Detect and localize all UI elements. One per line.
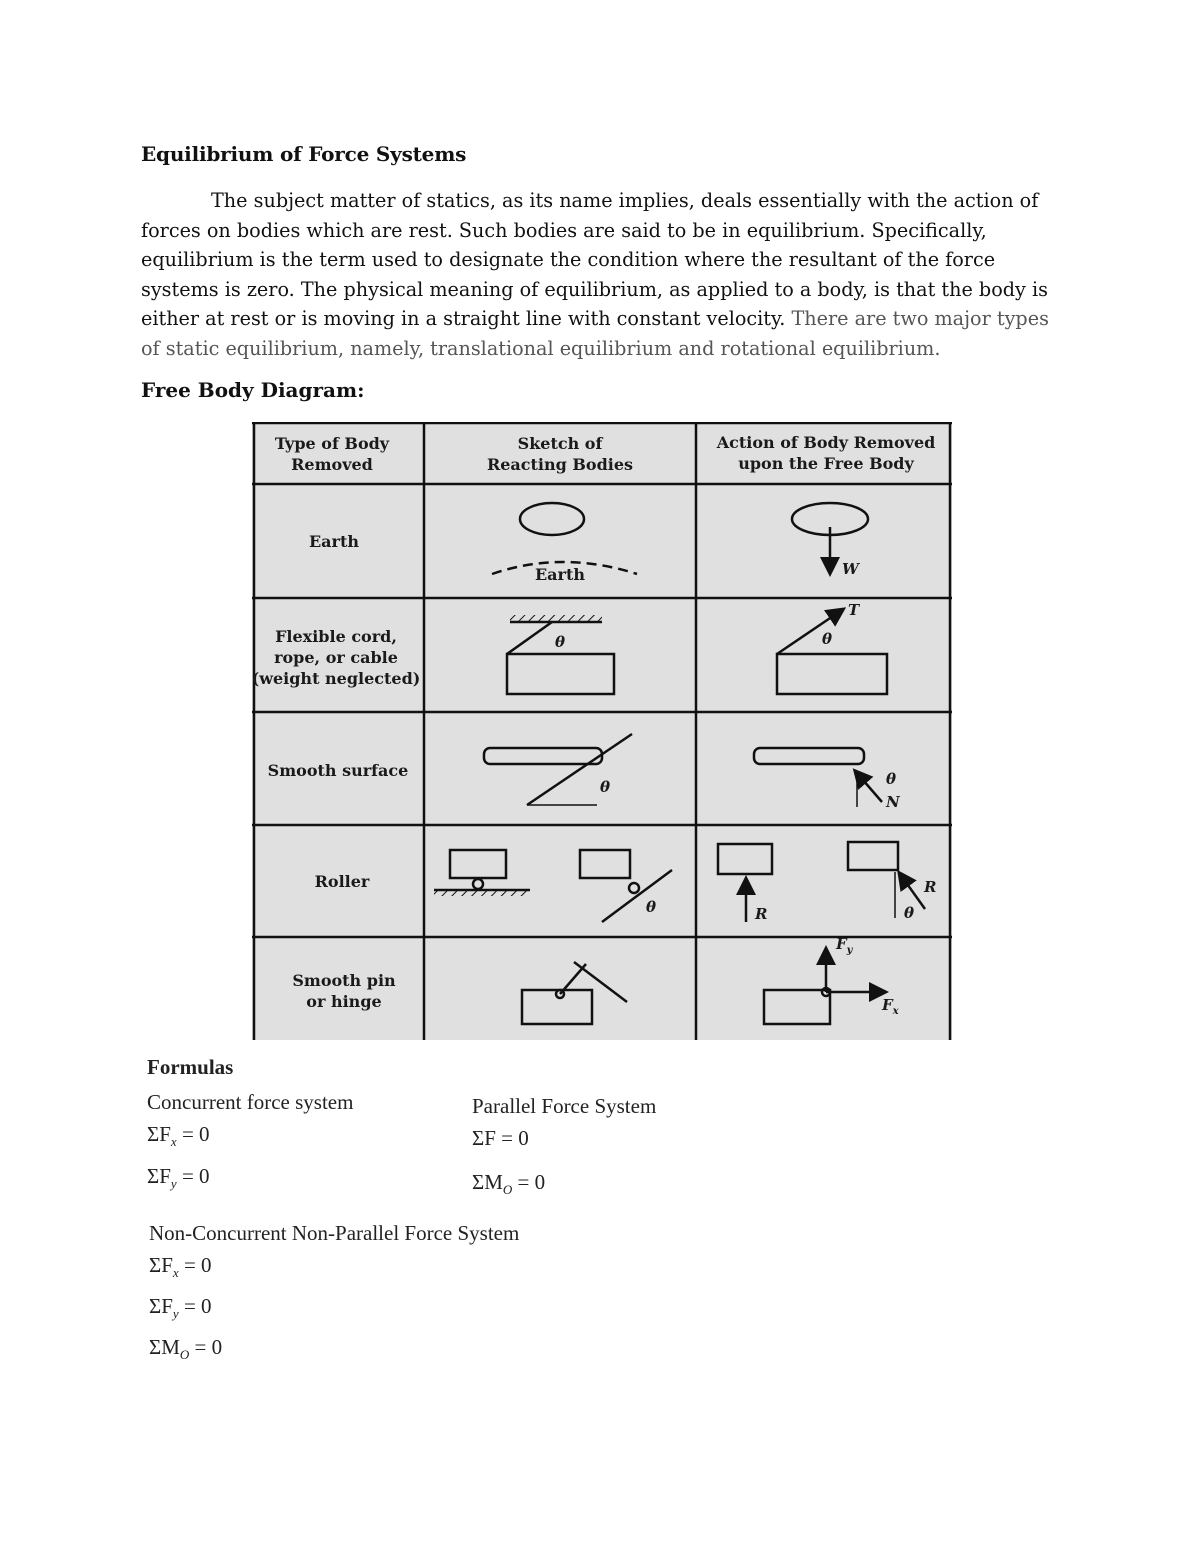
fx-label: $F_x$ bbox=[882, 996, 899, 1017]
earth-label: Earth bbox=[534, 565, 586, 584]
free-body-diagram-table bbox=[252, 422, 952, 1040]
cord-fb-theta: θ bbox=[822, 630, 833, 648]
row-smooth-surface-label: Smooth surface bbox=[267, 761, 409, 780]
concurrent-eq1: $\Sigma F_x = 0$ bbox=[147, 1122, 210, 1150]
header-col3-line2: upon the Free Body bbox=[738, 454, 914, 473]
row-cord-line3: (weight neglected) bbox=[252, 669, 421, 688]
parallel-eq1: ΣF = 0 bbox=[472, 1126, 529, 1150]
normal-label: N bbox=[886, 793, 900, 811]
cord-theta: θ bbox=[555, 633, 566, 651]
row-roller-label: Roller bbox=[314, 872, 370, 891]
concurrent-eq2: $\Sigma F_y = 0$ bbox=[147, 1164, 210, 1192]
header-col2-line2: Reacting Bodies bbox=[486, 455, 634, 474]
row-pin-line2: or hinge bbox=[306, 992, 382, 1011]
roller-reaction-label: R bbox=[755, 905, 768, 923]
page-title: Equilibrium of Force Systems bbox=[141, 142, 467, 166]
nonconcurrent-heading: Non-Concurrent Non-Parallel Force System bbox=[149, 1221, 520, 1245]
header-col1-line1: Type of Body bbox=[274, 434, 390, 453]
formulas-heading: Formulas bbox=[147, 1055, 234, 1079]
nonconcurrent-eq3: $\Sigma M_O = 0$ bbox=[149, 1335, 223, 1363]
fbd-heading: Free Body Diagram: bbox=[141, 378, 365, 402]
weight-label: W bbox=[842, 560, 859, 578]
fy-label: $F_y$ bbox=[836, 935, 853, 956]
nonconcurrent-eq2: $\Sigma F_y = 0$ bbox=[149, 1294, 212, 1322]
roller-incline-reaction-label: R bbox=[924, 878, 937, 896]
header-col1-line2: Removed bbox=[291, 455, 373, 474]
nonconcurrent-eq1: $\Sigma F_x = 0$ bbox=[149, 1253, 212, 1281]
surface-theta: θ bbox=[600, 778, 611, 796]
row-pin-line1: Smooth pin bbox=[292, 971, 396, 990]
header-col2-line1: Sketch of bbox=[517, 434, 603, 453]
surface-fb-theta: θ bbox=[886, 770, 897, 788]
header-col3-line1: Action of Body Removed bbox=[716, 433, 936, 452]
parallel-eq2: $\Sigma M_O = 0$ bbox=[472, 1170, 546, 1198]
row-earth-label: Earth bbox=[308, 532, 360, 551]
tension-label: T bbox=[848, 601, 860, 619]
intro-paragraph bbox=[141, 186, 1071, 364]
paragraph-gray-text: There are two major types of static equilibrium, namely, translational equilibrium and rotational equilibrium. bbox=[141, 307, 1049, 360]
roller-fb-theta: θ bbox=[904, 904, 915, 922]
paragraph-main-text: The subject matter of statics, as its name implies, deals essentially with the action of forces on bodies which are rest. Such bodies are said to be in equilibrium. Specifically, equilibrium is the term used to designate the condition where the resultant of the force systems is zero. The physical meaning of equilibrium, as applied to a body, is that the body is either at rest or is moving in a straight line with constant velocity. bbox=[141, 189, 1048, 331]
row-cord-line2: rope, or cable bbox=[274, 648, 398, 667]
roller-theta: θ bbox=[646, 898, 657, 916]
concurrent-heading: Concurrent force system bbox=[147, 1090, 354, 1114]
row-cord-line1: Flexible cord, bbox=[275, 627, 397, 646]
parallel-heading: Parallel Force System bbox=[472, 1094, 657, 1118]
